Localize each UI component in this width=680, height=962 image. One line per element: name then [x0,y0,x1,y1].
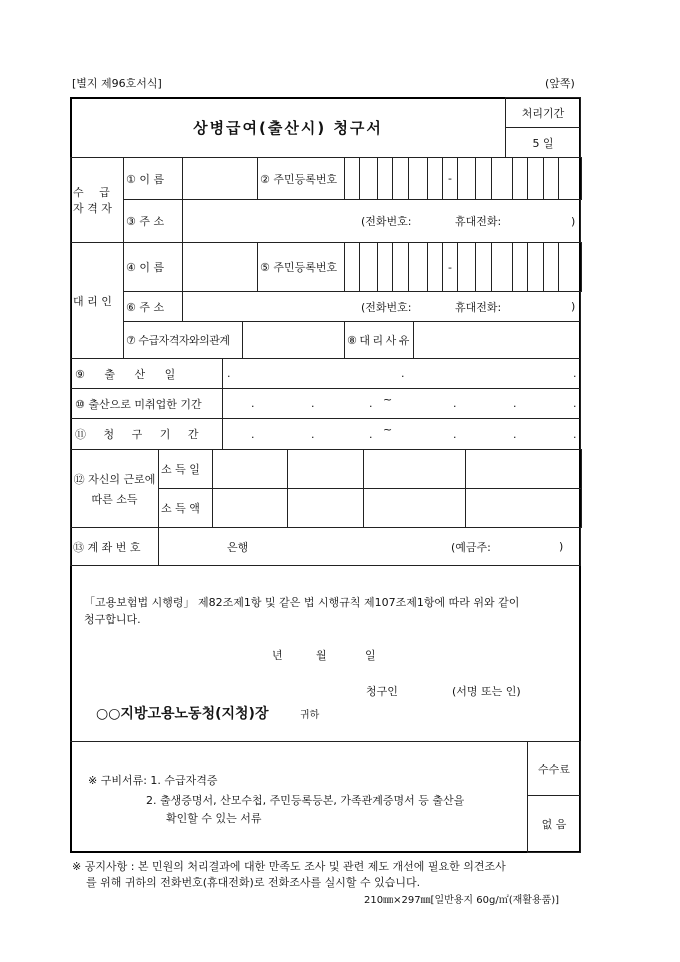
phone-label: (전화번호: [361,300,412,314]
income-label-line1: ⑫ 자신의 근로에 [73,472,156,486]
relation-input[interactable] [242,321,345,359]
bank-label: 은행 [227,540,249,554]
claim-period-input[interactable]: . . . ~ . . . [222,418,581,450]
rrn-digit-cell[interactable] [558,242,582,292]
paper-spec: 210㎜×297㎜[일반용지 60g/㎡(재활용품)] [364,895,560,906]
processing-period-value: 5 일 [505,127,581,158]
rrn-digit-cell[interactable] [427,157,443,200]
close-paren: ) [571,300,576,313]
notice-line1: ※ 공지사항 : 본 민원의 처리결과에 대한 만족도 조사 및 관련 제도 개선에 필요한 의견조사 [72,860,506,873]
agent-group-label: 대 리 인 [70,242,124,359]
fee-value: 없 음 [527,795,581,853]
recipient-name-input[interactable] [182,157,258,200]
addressee: ○○지방고용노동청(지청)장 [96,706,269,722]
agent-rrn-label: ⑤ 주민등록번호 [257,242,345,292]
nonwork-period-input[interactable]: . . . ~ . . . [222,388,581,419]
rrn-digit-cell[interactable] [392,242,409,292]
close-paren: ) [559,540,564,553]
birth-date-label: ⑨ 출 산 일 [70,358,223,389]
income-day-cell[interactable] [212,449,288,489]
rrn-digit-cell[interactable] [359,242,378,292]
processing-period-label: 처리기간 [505,97,581,128]
rrn-digit-cell[interactable] [457,157,476,200]
rrn-digit-cell[interactable] [359,157,378,200]
relation-label: ⑦ 수급자격자와의관계 [123,321,243,359]
day-label: 일 [365,649,376,662]
rrn-digit-cell[interactable] [344,157,360,200]
rrn-digit-cell[interactable] [543,242,559,292]
recipient-name-label: ① 이 름 [123,157,183,200]
income-day-cell[interactable] [287,449,364,489]
account-input[interactable] [158,527,581,566]
rrn-dash-cell: - [442,242,458,292]
income-amount-label: 소 득 액 [158,488,213,528]
agent-address-input[interactable] [182,291,581,322]
fee-label: 수수료 [527,741,581,796]
income-label [70,449,159,528]
recipient-group-label [70,157,124,243]
recipient-rrn-label: ② 주민등록번호 [257,157,345,200]
income-amount-cell[interactable] [212,488,288,528]
statement-line2: 청구합니다. [84,613,141,626]
month-label: 월 [316,649,327,662]
rrn-digit-cell[interactable] [457,242,476,292]
tilde: ~ [383,423,393,436]
signature-label: (서명 또는 인) [452,685,521,698]
documents-item2b: 확인할 수 있는 서류 [166,812,262,825]
claimant-label: 청구인 [366,685,398,698]
rrn-digit-cell[interactable] [512,242,528,292]
rrn-digit-cell[interactable] [491,242,513,292]
documents-item2: 2. 출생증명서, 산모수첩, 주민등록등본, 가족관계증명서 등 출산을 [146,794,465,807]
nonwork-period-label: ⑩ 출산으로 미취업한 기간 [70,388,223,419]
rrn-digit-cell[interactable] [558,157,582,200]
honorific: 귀하 [300,710,320,721]
rrn-dash-cell: - [442,157,458,200]
rrn-digit-cell[interactable] [408,242,428,292]
rrn-digit-cell[interactable] [377,157,393,200]
rrn-digit-cell[interactable] [527,157,544,200]
tilde: ~ [383,393,393,406]
rrn-digit-cell[interactable] [491,157,513,200]
birth-date-input[interactable]: . . . [222,358,581,389]
rrn-digit-cell[interactable] [475,242,492,292]
rrn-digit-cell[interactable] [408,157,428,200]
agent-reason-input[interactable] [413,321,581,359]
form-number: [별지 제96호서식] [72,77,162,90]
recipient-address-label: ③ 주 소 [123,199,183,243]
notice-line2: 를 위해 귀하의 전화번호(휴대전화)로 전화조사를 실시할 수 있습니다. [86,876,421,889]
income-day-label: 소 득 일 [158,449,213,489]
income-day-cell[interactable] [363,449,466,489]
income-amount-cell[interactable] [363,488,466,528]
recipient-address-input[interactable] [182,199,581,243]
recipient-group-line2: 자 격 자 [73,202,112,215]
mobile-label: 휴대전화: [455,215,502,228]
income-label-line2: 따른 소득 [91,492,138,506]
rrn-digit-cell[interactable] [475,157,492,200]
income-amount-cell[interactable] [465,488,582,528]
claim-period-label: ⑪ 청 구 기 간 [70,418,223,450]
agent-name-input[interactable] [182,242,258,292]
account-holder-label: (예금주: [451,540,491,554]
year-label: 년 [272,649,283,662]
agent-reason-label: ⑧ 대 리 사 유 [344,321,414,359]
rrn-digit-cell[interactable] [392,157,409,200]
rrn-digit-cell[interactable] [377,242,393,292]
close-paren: ) [571,214,576,228]
income-amount-cell[interactable] [287,488,364,528]
income-day-cell[interactable] [465,449,582,489]
documents-title: ※ 구비서류: 1. 수급자격증 [88,774,218,787]
phone-label: (전화번호: [361,215,412,228]
agent-address-label: ⑥ 주 소 [123,291,183,322]
mobile-label: 휴대전화: [455,300,502,314]
page-side: (앞쪽) [545,77,575,90]
rrn-digit-cell[interactable] [543,157,559,200]
statement-line1: 「고용보험법 시행령」 제82조제1항 및 같은 법 시행규칙 제107조제1항에 따라 위와 같이 [84,596,520,609]
rrn-digit-cell[interactable] [512,157,528,200]
agent-name-label: ④ 이 름 [123,242,183,292]
rrn-digit-cell[interactable] [344,242,360,292]
recipient-group-line1: 수 급 [73,186,116,199]
rrn-digit-cell[interactable] [527,242,544,292]
form-title: 상병급여(출산시) 청구서 [193,119,383,137]
account-label: ⑬ 계 좌 번 호 [70,527,159,566]
rrn-digit-cell[interactable] [427,242,443,292]
